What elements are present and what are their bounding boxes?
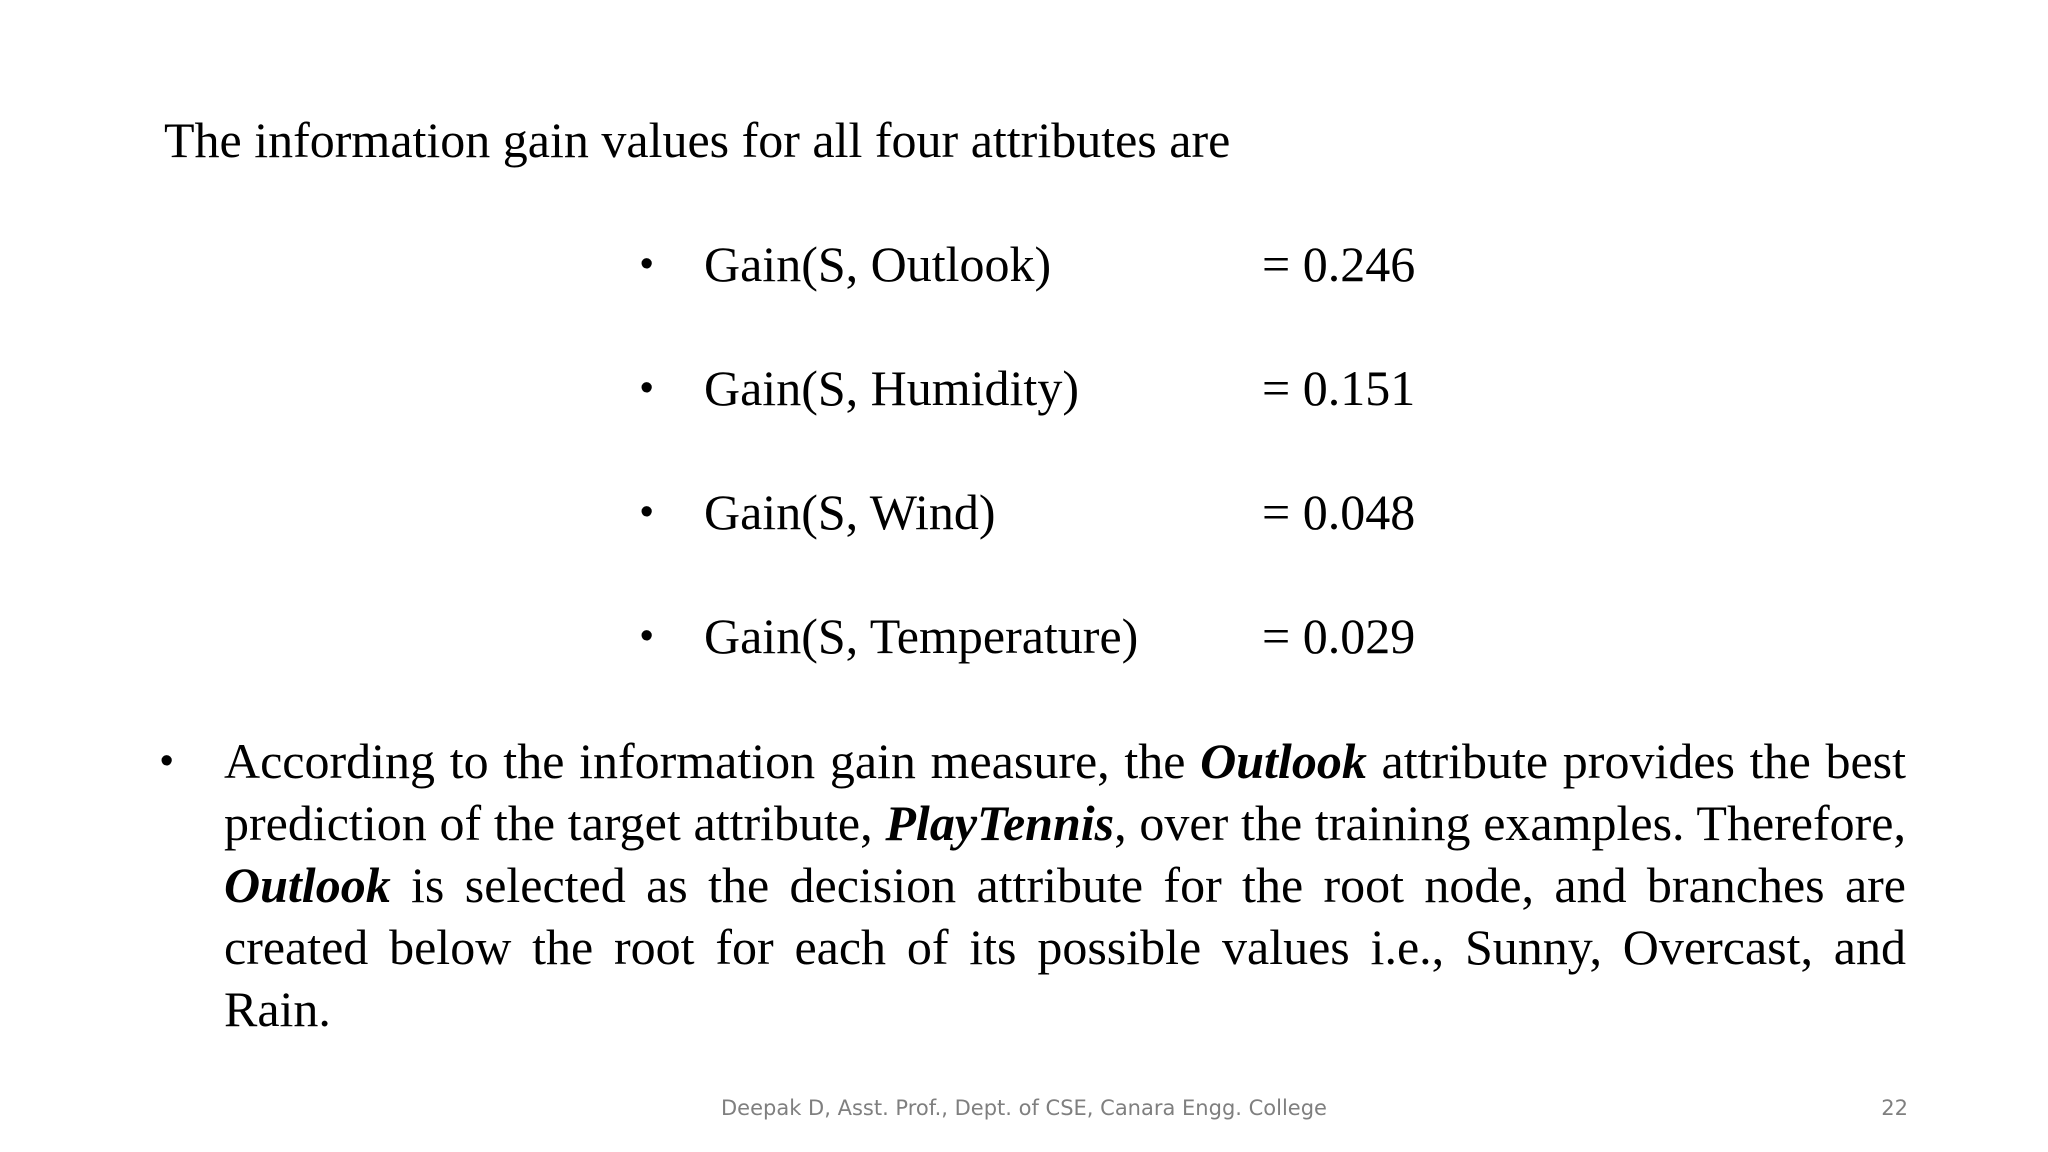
gain-label: Gain(S, Wind): [704, 484, 996, 540]
gain-item-humidity: [640, 356, 1440, 480]
page-number: 22: [1881, 1096, 1908, 1120]
conclusion-text: attribute provides the best prediction of the target attribute,: [224, 733, 1906, 851]
gain-item-outlook: [640, 232, 1440, 356]
conclusion-paragraph: [224, 730, 1906, 1040]
gain-label: Gain(S, Temperature): [704, 608, 1139, 664]
gain-value: = 0.151: [1262, 360, 1416, 416]
gain-label: Gain(S, Outlook): [704, 236, 1052, 292]
bullet-icon: •: [640, 615, 654, 657]
intro-text: The information gain values for all four attributes are: [164, 112, 1231, 168]
emphasis-playtennis: PlayTennis: [885, 795, 1115, 851]
gain-item-wind: [640, 480, 1440, 604]
bullet-icon: •: [640, 367, 654, 409]
bullet-icon: •: [160, 740, 174, 782]
gain-label: Gain(S, Humidity): [704, 360, 1079, 416]
conclusion-bullet: [160, 730, 1906, 1040]
conclusion-text: is selected as the decision attribute for the root node, and branches are created below the root for each of its possible values i.e., Sunny, Overcast, and Rain.: [224, 857, 1906, 1037]
emphasis-outlook: Outlook: [224, 857, 391, 913]
bullet-icon: •: [640, 491, 654, 533]
footer-text: Deepak D, Asst. Prof., Dept. of CSE, Canara Engg. College: [721, 1096, 1327, 1120]
bullet-icon: •: [640, 243, 654, 285]
gain-list: [640, 232, 1440, 728]
gain-value: = 0.246: [1262, 236, 1416, 292]
conclusion-text: , over the training examples. Therefore,: [1114, 795, 1906, 851]
gain-value: = 0.029: [1262, 608, 1416, 664]
gain-value: = 0.048: [1262, 484, 1416, 540]
conclusion-text: According to the information gain measure, the: [224, 733, 1201, 789]
emphasis-outlook: Outlook: [1200, 733, 1367, 789]
gain-item-temperature: [640, 604, 1440, 728]
